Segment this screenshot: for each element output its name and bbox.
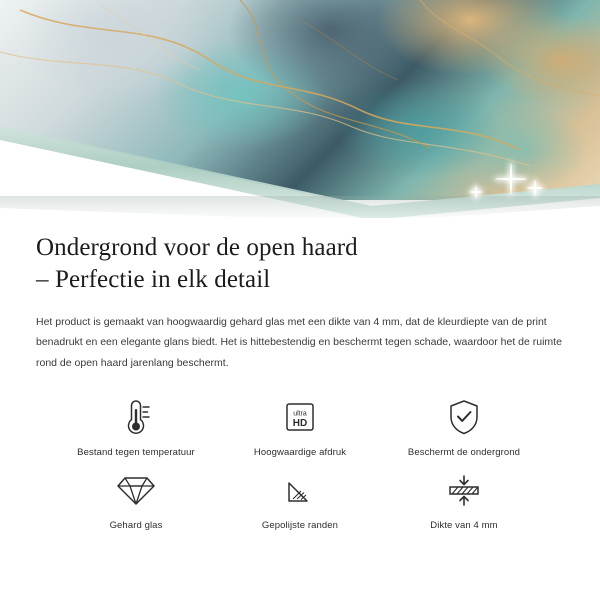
thermometer-icon [116, 395, 156, 439]
polished-edges-icon [280, 468, 320, 512]
feature-thickness [382, 468, 546, 531]
feature-polished-edges [218, 468, 382, 531]
feature-temperature [54, 395, 218, 458]
feature-print-quality [218, 395, 382, 458]
feature-label: Hoogwaardige afdruk [253, 447, 347, 459]
description-paragraph: Het product is gemaakt van hoogwaardig gehard glas met een dikte van 4 mm, dat de kleurdiepte van de print benadrukt en een elegante glans biedt. Het is hittebestendig en beschermt tegen schade, waardoor het de ruimte rond de open haard jarenlang beschermt. [36, 316, 562, 369]
headline-line-2: – Perfectie in elk detail [36, 266, 271, 293]
feature-label: Bestand tegen temperatuur [77, 447, 195, 459]
marble-glass-artwork [0, 0, 600, 200]
diamond-icon [114, 468, 158, 512]
feature-grid [36, 395, 564, 531]
shield-check-icon [444, 395, 484, 439]
page-title [36, 232, 564, 296]
hero-image [0, 0, 600, 218]
headline-line-1: Ondergrond voor de open haard [36, 234, 358, 261]
feature-surface-protection [382, 395, 546, 458]
feature-label: Dikte van 4 mm [430, 520, 498, 532]
svg-text:ultra: ultra [293, 410, 307, 418]
panel-drop-shadow [0, 196, 600, 218]
thickness-arrows-icon [442, 468, 486, 512]
feature-label: Gepolijste randen [261, 520, 339, 532]
feature-label: Gehard glas [109, 520, 163, 532]
ultra-hd-icon [280, 395, 320, 439]
svg-text:HD: HD [292, 418, 308, 430]
feature-tempered-glass [54, 468, 218, 531]
content-block [0, 218, 600, 531]
feature-label: Beschermt de ondergrond [407, 447, 521, 459]
